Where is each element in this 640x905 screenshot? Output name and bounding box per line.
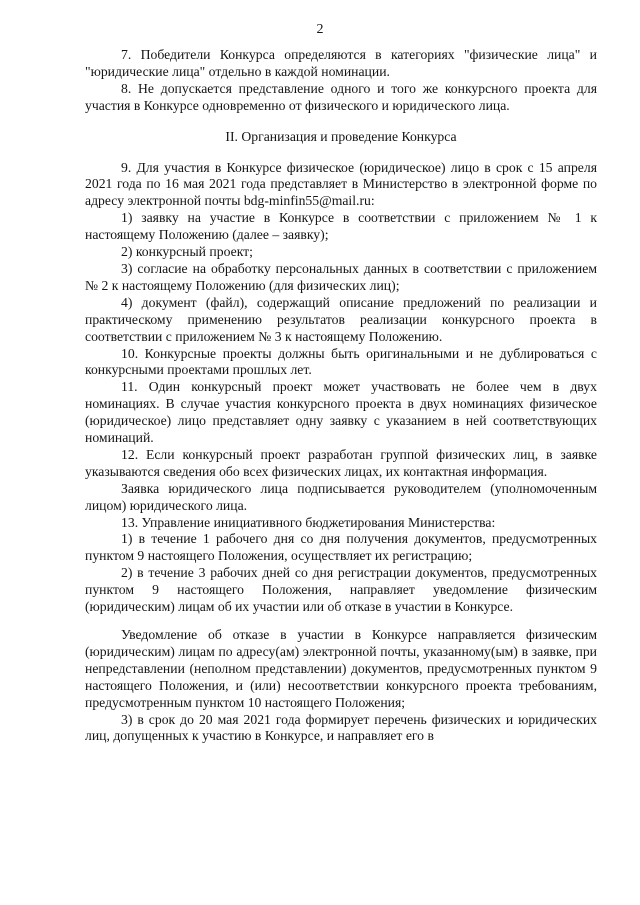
paragraph-7: 7. Победители Конкурса определяются в категориях "физические лица" и "юридические лица" отдельно в каждой номинации. (85, 47, 597, 79)
paragraph-10: 10. Конкурсные проекты должны быть оригинальными и не дублироваться с конкурсными проектами прошлых лет. (85, 345, 597, 378)
paragraph-9-item-3: 3) согласие на обработку персональных данных в соответствии с приложением № 2 к настоящему Положению (для физических лиц); (85, 260, 597, 293)
paragraph-13-item-1: 1) в течение 1 рабочего дня со дня получения документов, предусмотренных пунктом 9 настоящего Положения, осуществляет их регистрацию; (85, 531, 597, 564)
paragraph-11: 11. Один конкурсный проект может участвовать не более чем в двух номинациях. В случае участия конкурсного проекта в двух номинациях физическое (юридическое) лицо представляет одну заявку с указанием в ней соответствующих номинаций. (85, 379, 597, 446)
paragraph-12-note: Заявка юридического лица подписывается руководителем (уполномоченным лицом) юридического лица. (85, 480, 597, 513)
paragraph-9: 9. Для участия в Конкурсе физическое (юридическое) лицо в срок с 15 апреля 2021 года по 16 мая 2021 года представляет в Министерство в электронной форме по адресу электронной почты bdg-minfin55@mail.ru: (85, 159, 597, 209)
paragraph-13: 13. Управление инициативного бюджетирования Министерства: (121, 514, 496, 530)
paragraph-12: 12. Если конкурсный проект разработан группой физических лиц, в заявке указываются сведения обо всех физических лицах, их контактная информация. (85, 446, 597, 479)
paragraph-13-item-2: 2) в течение 3 рабочих дней со дня регистрации документов, предусмотренных пунктом 9 настоящего Положения, направляет уведомление физическим (юридическим) лицам об их участии или об отказе в участии в Конкурсе. (85, 565, 597, 615)
paragraph-9-item-2: 2) конкурсный проект; (121, 244, 253, 260)
paragraph-13-item-3: 3) в срок до 20 мая 2021 года формирует перечень физических и юридических лиц, допущенных к участию в Конкурсе, и направляет его в (85, 711, 597, 744)
paragraph-9-item-4: 4) документ (файл), содержащий описание предложений по реализации и практическому применению результатов реализации конкурсного проекта в соответствии с приложением № 3 к настоящему Положению. (85, 294, 597, 344)
paragraph-8: 8. Не допускается представление одного и того же конкурсного проекта для участия в Конкурсе одновременно от физического и юридического лица. (85, 80, 597, 113)
document-body (85, 47, 597, 745)
paragraph-refusal-notice: Уведомление об отказе в участии в Конкурсе направляется физическим (юридическим) лицам по адресу(ам) электронной почты, указанному(ым) в заявке, при непредставлении (неполном представлении) документов, предусмотренных пунктом 9 настоящего Положения, и (или) несоответствии конкурсного проекта требованиям, предусмотренным пунктом 10 настоящего Положения; (85, 627, 597, 710)
page-number: 2 (316, 22, 324, 37)
paragraph-9-item-1: 1) заявку на участие в Конкурсе в соответствии с приложением № 1 к настоящему Положению (далее – заявку); (85, 210, 597, 243)
section-heading: II. Организация и проведение Конкурса (225, 128, 457, 144)
